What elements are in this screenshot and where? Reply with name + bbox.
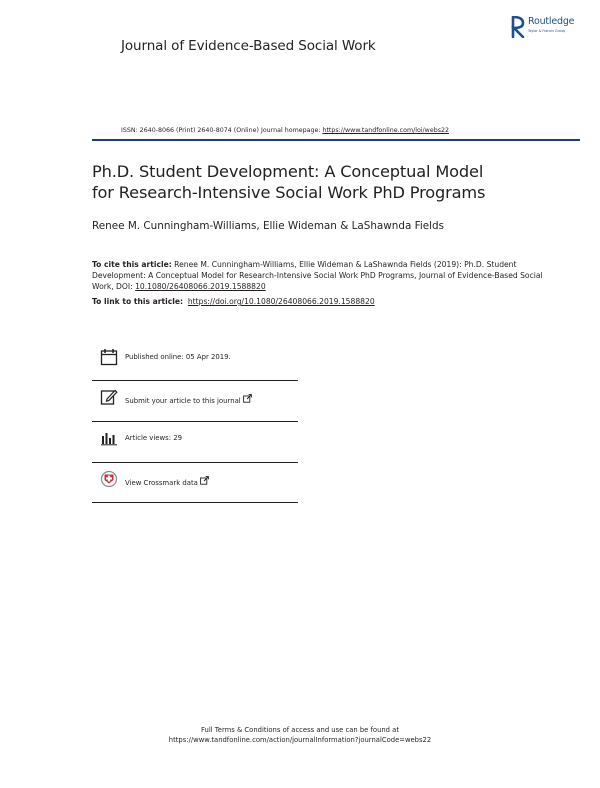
publisher-logo[interactable] <box>511 16 591 46</box>
header-divider <box>92 139 580 141</box>
citation-label: To cite this article: <box>92 260 172 269</box>
article-authors: Renee M. Cunningham-Williams, Ellie Wideman & LaShawnda Fields <box>92 220 445 232</box>
bar-chart-icon <box>100 429 118 447</box>
external-link-icon <box>200 476 209 485</box>
external-link-icon <box>243 394 252 403</box>
published-online-text: Published online: 05 Apr 2019. <box>125 353 231 361</box>
footer-terms <box>0 725 600 745</box>
issn-text: ISSN: 2640-8066 (Print) 2640-8074 (Online) Journal homepage: <box>121 127 323 134</box>
article-title-line-2: for Research-Intensive Social Work PhD Programs <box>92 183 486 202</box>
calendar-icon <box>100 348 118 366</box>
publisher-name: Routledge <box>528 16 575 27</box>
citation-doi-link[interactable]: 10.1080/26408066.2019.1588820 <box>135 282 266 291</box>
meta-divider <box>92 502 298 503</box>
citation-text: Renee M. Cunningham-Williams, Ellie Wideman & LaShawnda Fields (2019): Ph.D. Student Development: A Conceptual Model for Research-Intensive Social Work PhD Programs, Journal of Evidence-Based Social Work, DOI: <box>92 260 543 291</box>
journal-title: Journal of Evidence-Based Social Work <box>121 38 376 54</box>
edit-icon <box>100 388 118 406</box>
crossmark-link[interactable] <box>125 476 209 487</box>
crossmark-text: View Crossmark data <box>125 479 198 487</box>
journal-homepage-link[interactable]: https://www.tandfonline.com/loi/webs22 <box>322 127 449 134</box>
citation-block <box>92 259 552 292</box>
submit-article-text: Submit your article to this journal <box>125 397 241 405</box>
article-link-label: To link to this article: <box>92 297 184 306</box>
publisher-tagline: Taylor & Francis Group <box>528 29 566 33</box>
article-views-text: Article views: 29 <box>125 434 183 442</box>
routledge-logo-icon <box>511 16 525 38</box>
crossmark-icon <box>100 470 118 488</box>
article-title <box>92 161 572 203</box>
meta-divider <box>92 462 298 463</box>
meta-divider <box>92 421 298 422</box>
article-doi-link[interactable]: https://doi.org/10.1080/26408066.2019.1588820 <box>187 297 375 306</box>
footer-terms-link[interactable]: https://www.tandfonline.com/action/journalInformation?journalCode=webs22 <box>168 736 432 744</box>
footer-terms-text: Full Terms & Conditions of access and use can be found at <box>201 726 399 734</box>
article-link-block <box>92 297 375 306</box>
article-title-line-1: Ph.D. Student Development: A Conceptual Model <box>92 162 484 181</box>
submit-article-link[interactable] <box>125 394 252 405</box>
meta-divider <box>92 380 298 381</box>
issn-line <box>121 127 449 134</box>
